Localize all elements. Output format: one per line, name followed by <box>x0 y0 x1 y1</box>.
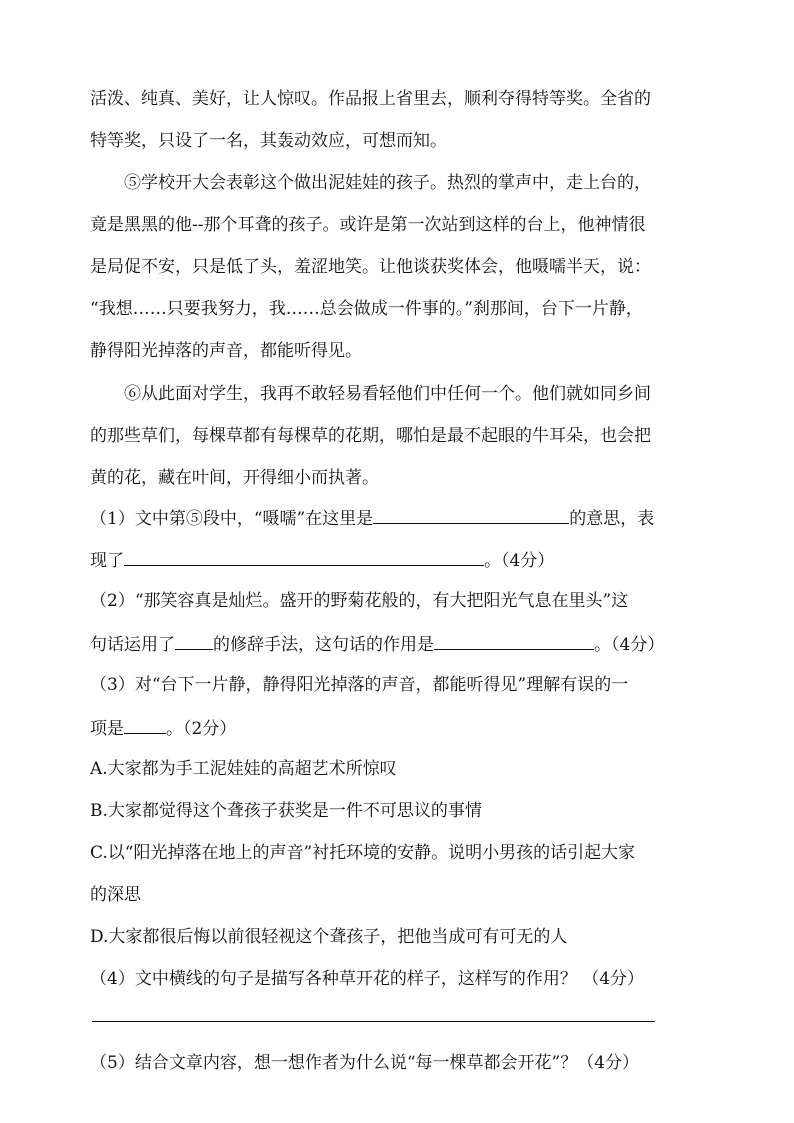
question-2-line-1: （2）“那笑容真是灿烂。盛开的野菊花般的，有大把阳光气息在里头”这 <box>90 591 629 611</box>
question-1-prompt: （1）文中第⑤段中，“嗫嚅”在这里是 <box>90 509 374 529</box>
question-3-line-1: （3）对“台下一片静，静得阳光掉落的声音，都能听得见”理解有误的一 <box>90 675 629 695</box>
paragraph-5-line-1: ⑤学校开大会表彰这个做出泥娃娃的孩子。热烈的掌声中，走上台的， <box>124 173 651 193</box>
question-1-line-1 <box>90 506 654 530</box>
question-2-line-2 <box>90 632 664 656</box>
question-3-option-a: A.大家都为手工泥娃娃的高超艺术所惊叹 <box>90 759 397 779</box>
question-3-line-2 <box>90 716 236 740</box>
paragraph-5-line-4: “我想……只要我努力，我……总会做成一件事的。”刹那间，台下一片静， <box>90 299 643 319</box>
question-2-prompt: 句话运用了 <box>90 635 175 655</box>
question-2-blank-effect[interactable] <box>434 632 594 650</box>
question-2-blank-rhetoric[interactable] <box>175 632 213 650</box>
question-3-option-b: B.大家都觉得这个聋孩子获奖是一件不可思议的事情 <box>90 801 482 821</box>
question-3-option-d: D.大家都很后悔以前很轻视这个聋孩子，把他当成可有可无的人 <box>90 927 568 947</box>
question-5: （5）结合文章内容，想一想作者为什么说“每一棵草都会开花”？（4分） <box>90 1053 640 1073</box>
paragraph-4-line-2: 特等奖，只设了一名，其轰动效应，可想而知。 <box>90 131 447 151</box>
question-3-prompt: 项是 <box>90 719 124 739</box>
paragraph-5-line-3: 是局促不安，只是低了头，羞涩地笑。让他谈获奖体会，他嗫嚅半天，说： <box>90 257 651 277</box>
paragraph-6-line-2: 的那些草们，每棵草都有每棵草的花期，哪怕是最不起眼的牛耳朵，也会把 <box>90 426 651 446</box>
paragraph-5-line-2: 竟是黑黑的他--那个耳聋的孩子。或许是第一次站到这样的台上，他神情很 <box>90 215 646 235</box>
question-3-option-c-cont: 的深思 <box>90 885 141 905</box>
question-1-prompt-cont: 的意思，表 <box>569 509 655 529</box>
paragraph-6-line-1: ⑥从此面对学生，我再不敢轻易看轻他们中任何一个。他们就如同乡间 <box>124 384 651 404</box>
paragraph-4-line-1: 活泼、纯真、美好，让人惊叹。作品报上省里去，顺利夺得特等奖。全省的 <box>90 89 651 109</box>
question-1-line-2 <box>90 548 554 572</box>
question-3-score: 。（2分） <box>166 719 237 739</box>
question-4: （4）文中横线的句子是描写各种草开花的样子，这样写的作用？ （4分） <box>90 969 645 989</box>
question-3-blank-answer[interactable] <box>124 716 166 734</box>
question-3-option-c: C.以“阳光掉落在地上的声音”衬托环境的安静。说明小男孩的话引起大家 <box>90 843 636 863</box>
paragraph-5-line-5: 静得阳光掉落的声音，都能听得见。 <box>90 341 362 361</box>
question-2-prompt-cont: 的修辞手法，这句话的作用是 <box>213 635 434 655</box>
question-1-blank-meaning[interactable] <box>373 506 569 524</box>
question-4-answer-line[interactable] <box>92 1021 655 1022</box>
paragraph-6-line-3: 黄的花，藏在叶间，开得细小而执著。 <box>90 468 379 488</box>
question-1-blank-expression[interactable] <box>124 548 484 566</box>
question-2-score: 。（4分） <box>594 635 665 655</box>
question-1-score: 。（4分） <box>484 551 555 571</box>
question-1-prompt-2: 现了 <box>90 551 124 571</box>
